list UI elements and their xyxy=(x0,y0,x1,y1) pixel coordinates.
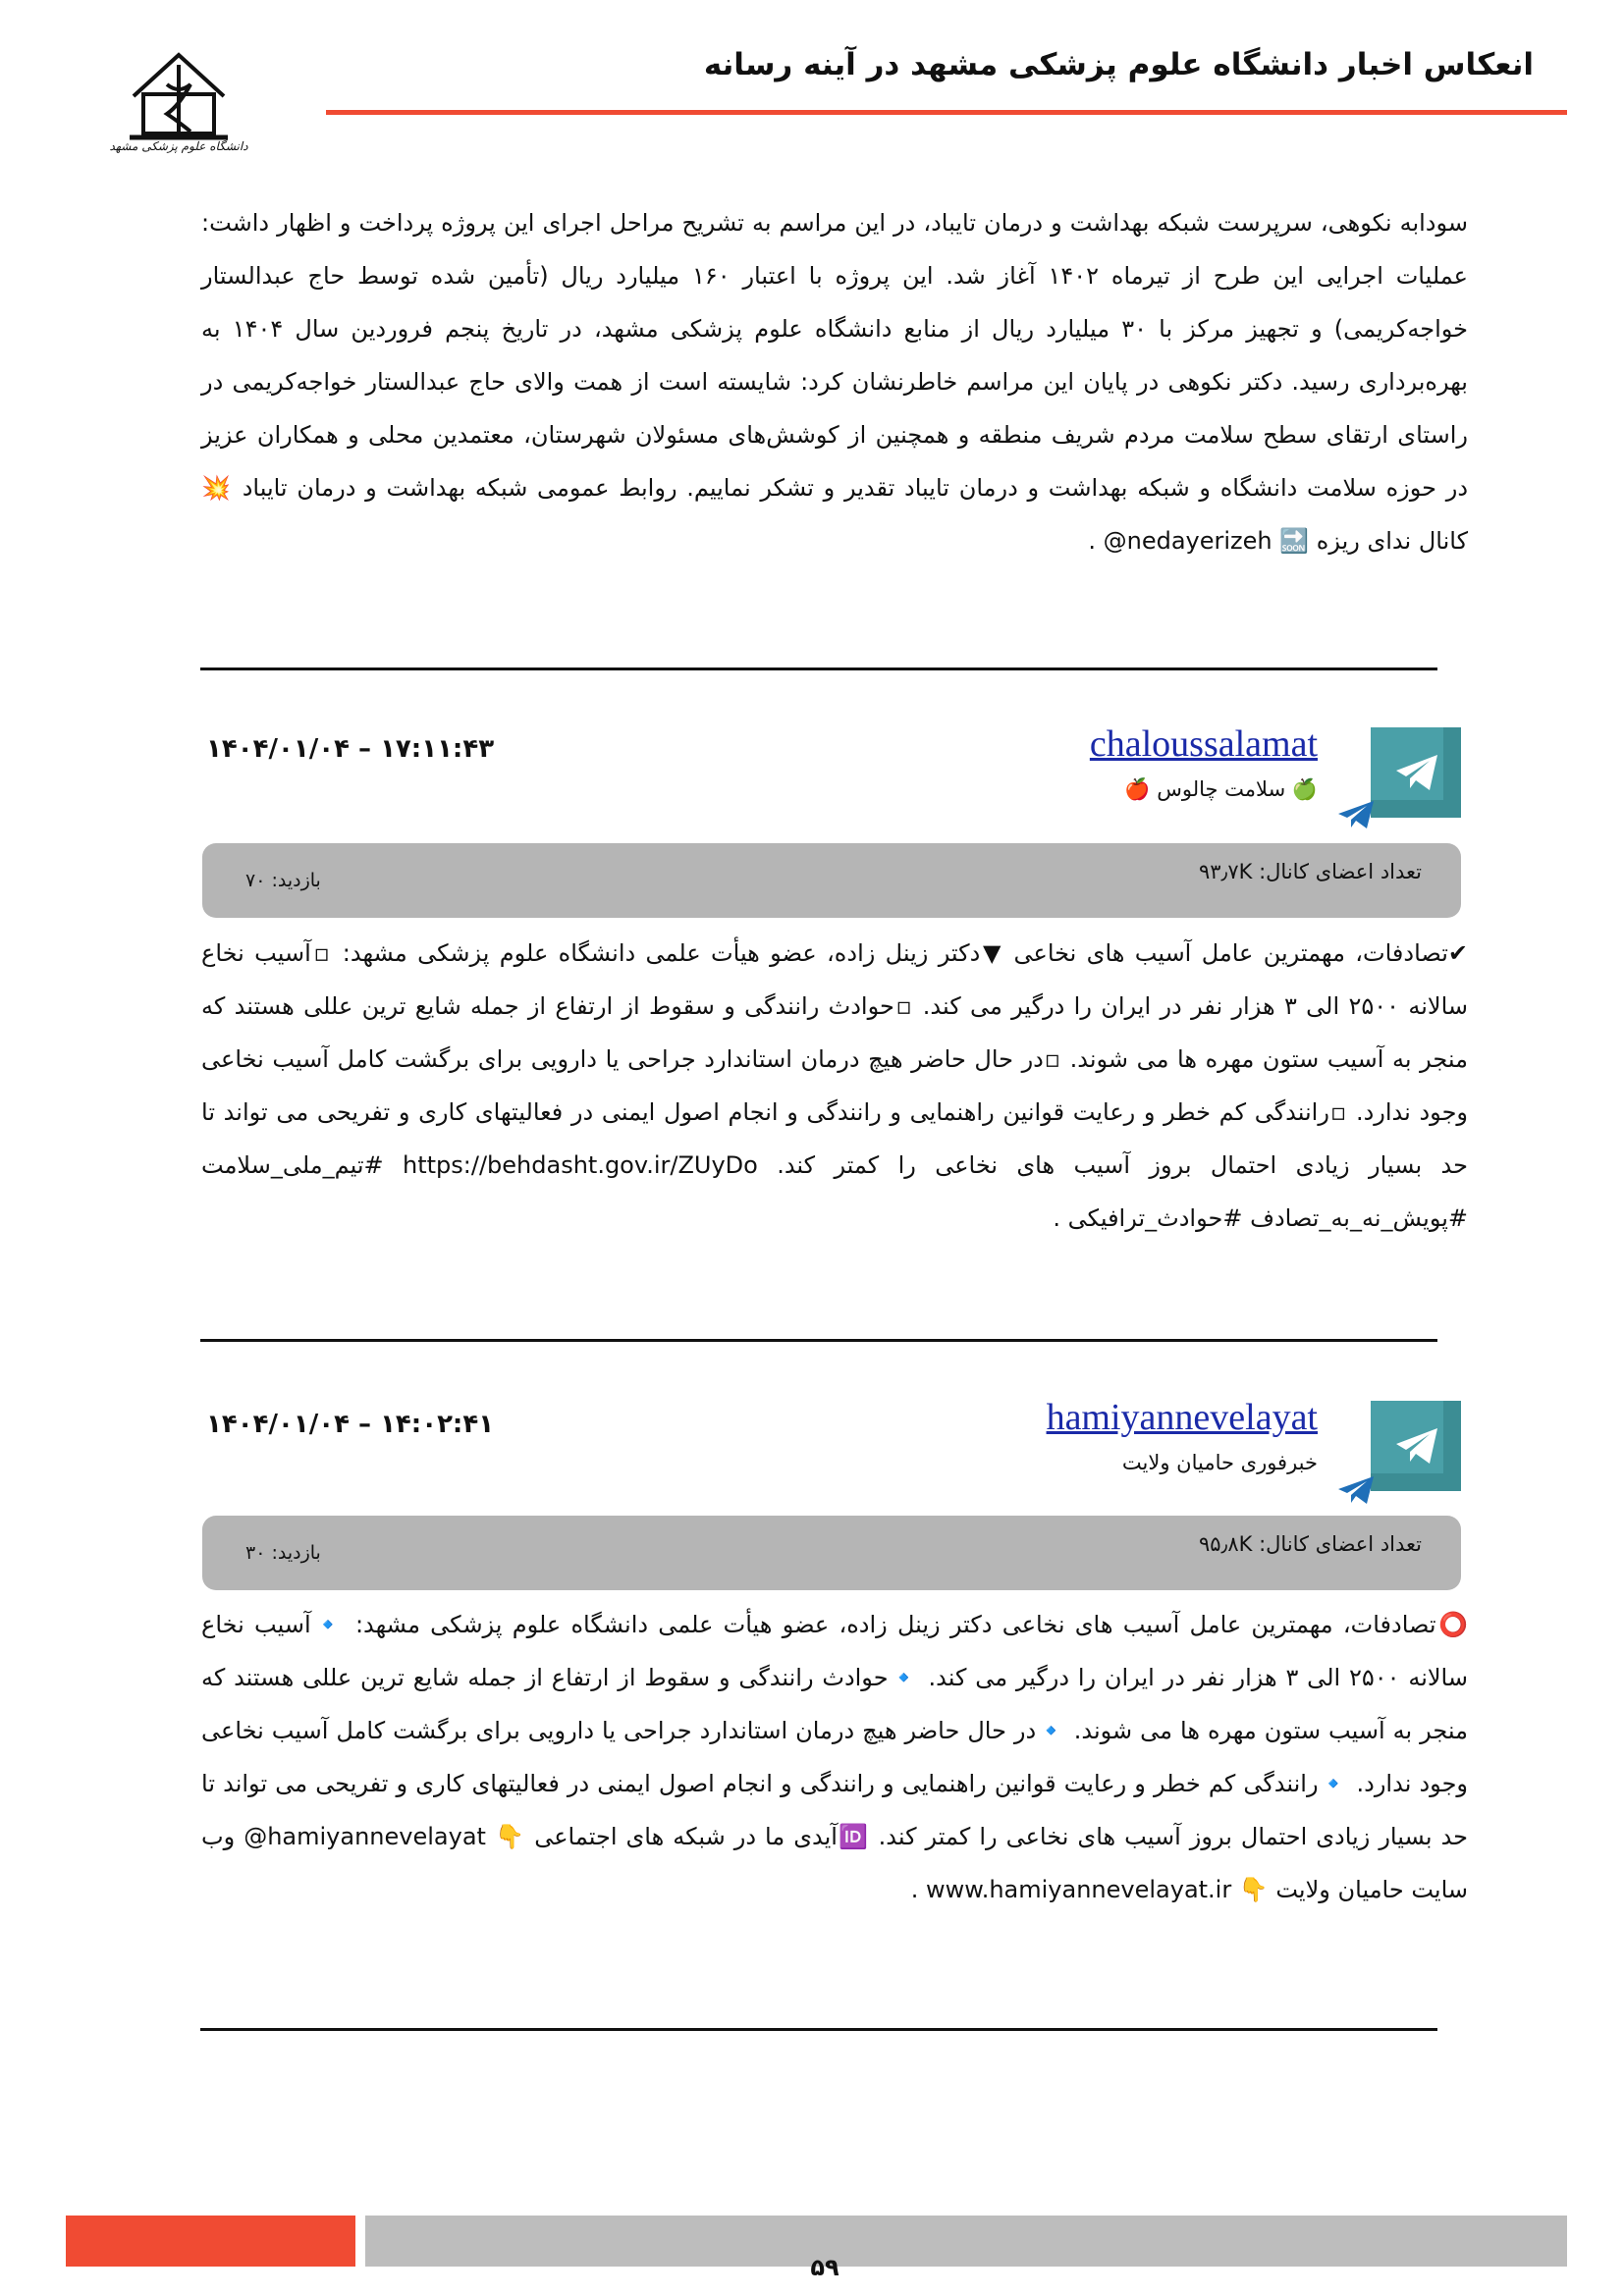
channel-handle-link[interactable]: hamiyannevelayat xyxy=(1046,1397,1318,1438)
footer-accent-bar xyxy=(66,2216,355,2267)
separator-line xyxy=(200,667,1437,670)
document-title: انعکاس اخبار دانشگاه علوم پزشکی مشهد در آینه رسانه xyxy=(703,47,1534,82)
post-body: ✔تصادفات، مهمترین عامل آسیب های نخاعی ▼دکتر زینل زاده، عضو هیأت علمی دانشگاه علوم پزشکی مشهد: ▫آسیب نخاع سالانه ۲۵۰۰ الی ۳ هزار نفر در ایران را درگیر می کند. ▫حوادث رانندگی و سقوط از ارتفاع از جمله شایع ترین عللی هستند که منجر به آسیب ستون مهره ها می شوند. ▫در حال حاضر هیچ درمان استاندارد جراحی یا دارویی برای برگشت کامل آسیب نخاعی وجود ندارد. ▫رانندگی کم خطر و رعایت قوانین راهنمایی و رانندگی و انجام اصول ایمنی در فعالیتهای کاری و تفریحی می تواند تا حد بسیار زیادی احتمال بروز آسیب های نخاعی را کمتر کند. https://behdasht.gov.ir/ZUyDo #تیم_ملی_سلامت #پویش_نه_به_تصادف #حوادث_ترافیکی . xyxy=(201,939,1468,1232)
channel-stats-bar xyxy=(202,843,1461,918)
logo-caption: دانشگاه علوم پزشکی مشهد xyxy=(109,139,248,153)
post-timestamp: ۱۷:۱۱:۴۳ – ۱۴۰۴/۰۱/۰۴ xyxy=(206,734,495,764)
post-views-count: بازدید: ۳۰ xyxy=(245,1542,321,1564)
channel-members-count: تعداد اعضای کانال: ۹۵٫۸K xyxy=(1198,1532,1422,1556)
post-views-count: بازدید: ۷۰ xyxy=(245,870,321,891)
telegram-channel-icon xyxy=(1371,727,1461,818)
telegram-plane-icon xyxy=(1337,1475,1375,1505)
channel-handle-link[interactable]: chaloussalamat xyxy=(1089,723,1318,765)
separator-line xyxy=(200,2028,1437,2031)
channel-stats-bar xyxy=(202,1516,1461,1590)
university-logo xyxy=(106,37,251,167)
channel-name: خبرفوری حامیان ولایت xyxy=(1121,1451,1318,1474)
intro-paragraph: سودابه نکوهی، سرپرست شبکه بهداشت و درمان تایباد، در این مراسم به تشریح مراحل اجرای این پروژه پرداخت و اظهار داشت: عملیات اجرایی این طرح از تیرماه ۱۴۰۲ آغاز شد. این پروژه با اعتبار ۱۶۰ میلیارد ریال (تأمین شده توسط حاج عبدالستار خواجه‌کریمی) و تجهیز مرکز با ۳۰ میلیارد ریال از منابع دانشگاه علوم پزشکی مشهد، در تاریخ پنجم فروردین سال ۱۴۰۴ به بهره‌برداری رسید. دکتر نکوهی در پایان این مراسم خاطرنشان کرد: شایسته است از همت والای حاج عبدالستار خواجه‌کریمی در راستای ارتقای سطح سلامت مردم شریف منطقه و همچنین از کوشش‌های مسئولان شهرستان، معتمدین محلی و همکاران عزیز در حوزه سلامت دانشگاه و شبکه بهداشت و درمان تایباد تقدیر و تشکر نماییم. روابط عمومی شبکه بهداشت و درمان تایباد 💥 کانال ندای ریزه 🔜 nedayerizeh@ . xyxy=(201,209,1468,555)
channel-members-count: تعداد اعضای کانال: ۹۳٫۷K xyxy=(1198,860,1422,883)
separator-line xyxy=(200,1339,1437,1342)
telegram-channel-icon xyxy=(1371,1401,1461,1491)
post-timestamp: ۱۴:۰۲:۴۱ – ۱۴۰۴/۰۱/۰۴ xyxy=(206,1410,495,1439)
telegram-plane-icon xyxy=(1337,800,1375,829)
header-rule xyxy=(326,110,1567,115)
footer-gray-bar xyxy=(365,2216,1567,2267)
post-body: ⭕تصادفات، مهمترین عامل آسیب های نخاعی دکتر زینل زاده، عضو هیأت علمی دانشگاه علوم پزشکی مشهد: 🔹آسیب نخاع سالانه ۲۵۰۰ الی ۳ هزار نفر در ایران را درگیر می کند. 🔹حوادث رانندگی و سقوط از ارتفاع از جمله شایع ترین عللی هستند که منجر به آسیب ستون مهره ها می شوند. 🔹در حال حاضر هیچ درمان استاندارد جراحی یا دارویی برای برگشت کامل آسیب نخاعی وجود ندارد. 🔹رانندگی کم خطر و رعایت قوانین راهنمایی و رانندگی و انجام اصول ایمنی در فعالیتهای کاری و تفریحی می تواند تا حد بسیار زیادی احتمال بروز آسیب های نخاعی را کمتر کند. 🆔آیدی ما در شبکه های اجتماعی 👇 hamiyannevelayat@ وب سایت حامیان ولایت 👇 www.hamiyannevelayat.ir . xyxy=(201,1611,1469,1903)
channel-name: 🍏 سلامت چالوس 🍎 xyxy=(1124,777,1318,801)
page-number: ۵۹ xyxy=(810,2254,839,2281)
